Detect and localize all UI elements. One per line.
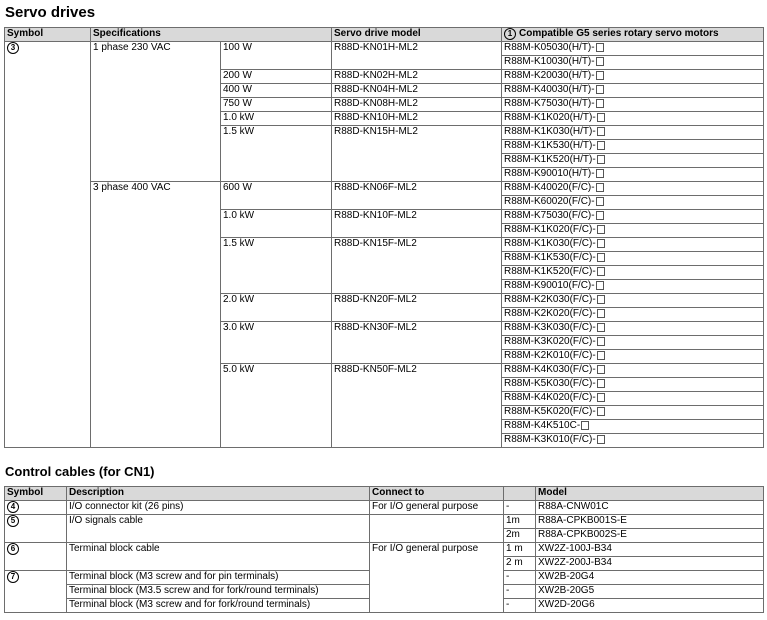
motor-model-cell bbox=[502, 350, 764, 364]
power-cell: 600 W bbox=[221, 182, 332, 210]
motor-model-text: R88M-K2K030(F/C)- bbox=[504, 294, 596, 305]
motor-model-cell bbox=[502, 224, 764, 238]
empty-box-icon bbox=[596, 183, 604, 192]
model-cell: R88A-CPKB002S-E bbox=[536, 529, 764, 543]
header-compatible-motors-label: Compatible G5 series rotary servo motors bbox=[519, 28, 719, 39]
power-cell: 200 W bbox=[221, 70, 332, 84]
empty-box-icon bbox=[596, 57, 604, 66]
motor-model-text: R88M-K60020(F/C)- bbox=[504, 196, 595, 207]
drive-model-cell: R88D-KN30F-ML2 bbox=[332, 322, 502, 364]
empty-box-icon bbox=[596, 99, 604, 108]
table-row bbox=[5, 501, 764, 515]
phase-cell: 1 phase 230 VAC bbox=[91, 42, 221, 182]
length-cell: 1 m bbox=[504, 543, 536, 557]
length-cell: 2 m bbox=[504, 557, 536, 571]
empty-box-icon bbox=[581, 421, 589, 430]
motor-model-text: R88M-K4K510C- bbox=[504, 420, 581, 431]
symbol-cell bbox=[5, 42, 91, 448]
description-cell: Terminal block (M3 screw and for pin terminals) bbox=[67, 571, 370, 585]
empty-box-icon bbox=[597, 407, 605, 416]
motor-model-cell bbox=[502, 42, 764, 56]
symbol-cell bbox=[5, 571, 67, 613]
motor-model-text: R88M-K5K020(F/C)- bbox=[504, 406, 596, 417]
empty-box-icon bbox=[597, 323, 605, 332]
control-cables-title: Control cables (for CN1) bbox=[5, 464, 155, 479]
header-symbol: Symbol bbox=[5, 28, 91, 42]
motor-model-cell bbox=[502, 378, 764, 392]
motor-model-text: R88M-K4K030(F/C)- bbox=[504, 364, 596, 375]
length-cell: 1m bbox=[504, 515, 536, 529]
empty-box-icon bbox=[597, 127, 605, 136]
motor-model-cell bbox=[502, 322, 764, 336]
empty-box-icon bbox=[596, 85, 604, 94]
model-cell: XW2B-20G4 bbox=[536, 571, 764, 585]
drive-model-cell: R88D-KN06F-ML2 bbox=[332, 182, 502, 210]
motor-model-cell bbox=[502, 294, 764, 308]
motor-model-cell bbox=[502, 112, 764, 126]
motor-model-text: R88M-K3K020(F/C)- bbox=[504, 336, 596, 347]
empty-box-icon bbox=[597, 379, 605, 388]
empty-box-icon bbox=[597, 225, 605, 234]
drive-model-cell: R88D-KN10F-ML2 bbox=[332, 210, 502, 238]
motor-model-cell bbox=[502, 364, 764, 378]
empty-box-icon bbox=[597, 295, 605, 304]
header-symbol: Symbol bbox=[5, 487, 67, 501]
empty-box-icon bbox=[597, 337, 605, 346]
drive-model-cell: R88D-KN20F-ML2 bbox=[332, 294, 502, 322]
motor-model-cell bbox=[502, 406, 764, 420]
header-compatible-motors bbox=[502, 28, 764, 42]
motor-model-cell bbox=[502, 154, 764, 168]
servo-header-row bbox=[5, 28, 764, 42]
drive-model-cell: R88D-KN50F-ML2 bbox=[332, 364, 502, 448]
circled-number-icon: 4 bbox=[7, 501, 19, 513]
motor-model-text: R88M-K05030(H/T)- bbox=[504, 42, 595, 53]
connect-to-cell bbox=[370, 515, 504, 543]
empty-box-icon bbox=[597, 393, 605, 402]
drive-model-cell: R88D-KN01H-ML2 bbox=[332, 42, 502, 70]
servo-drives-table bbox=[4, 27, 764, 448]
motor-model-cell bbox=[502, 434, 764, 448]
motor-model-cell bbox=[502, 336, 764, 350]
motor-model-text: R88M-K1K530(F/C)- bbox=[504, 252, 596, 263]
motor-model-text: R88M-K1K030(F/C)- bbox=[504, 238, 596, 249]
model-cell: XW2B-20G5 bbox=[536, 585, 764, 599]
motor-model-cell bbox=[502, 126, 764, 140]
empty-box-icon bbox=[596, 281, 604, 290]
length-cell: 2m bbox=[504, 529, 536, 543]
motor-model-text: R88M-K75030(H/T)- bbox=[504, 98, 595, 109]
circled-number-icon: 3 bbox=[7, 42, 19, 54]
drive-model-cell: R88D-KN08H-ML2 bbox=[332, 98, 502, 112]
motor-model-cell bbox=[502, 420, 764, 434]
table-row bbox=[5, 182, 764, 196]
model-cell: XW2Z-100J-B34 bbox=[536, 543, 764, 557]
description-cell: I/O signals cable bbox=[67, 515, 370, 543]
motor-model-cell bbox=[502, 266, 764, 280]
header-specifications: Specifications bbox=[91, 28, 332, 42]
empty-box-icon bbox=[596, 43, 604, 52]
motor-model-cell bbox=[502, 210, 764, 224]
description-cell: Terminal block (M3.5 screw and for fork/round terminals) bbox=[67, 585, 370, 599]
power-cell: 1.0 kW bbox=[221, 112, 332, 126]
motor-model-cell bbox=[502, 392, 764, 406]
motor-model-cell bbox=[502, 70, 764, 84]
motor-model-cell bbox=[502, 252, 764, 266]
motor-model-cell bbox=[502, 84, 764, 98]
motor-model-text: R88M-K1K020(H/T)- bbox=[504, 112, 596, 123]
motor-model-text: R88M-K2K010(F/C)- bbox=[504, 350, 596, 361]
length-cell: - bbox=[504, 599, 536, 613]
phase-cell: 3 phase 400 VAC bbox=[91, 182, 221, 448]
motor-model-cell bbox=[502, 196, 764, 210]
motor-model-text: R88M-K4K020(F/C)- bbox=[504, 392, 596, 403]
description-cell: Terminal block cable bbox=[67, 543, 370, 571]
drive-model-cell: R88D-KN04H-ML2 bbox=[332, 84, 502, 98]
motor-model-cell bbox=[502, 308, 764, 322]
header-connect-to: Connect to bbox=[370, 487, 504, 501]
servo-drives-title: Servo drives bbox=[5, 4, 96, 21]
motor-model-text: R88M-K1K520(H/T)- bbox=[504, 154, 596, 165]
motor-model-cell bbox=[502, 98, 764, 112]
motor-model-text: R88M-K20030(H/T)- bbox=[504, 70, 595, 81]
empty-box-icon bbox=[596, 211, 604, 220]
circled-number-icon: 6 bbox=[7, 543, 19, 555]
empty-box-icon bbox=[597, 435, 605, 444]
motor-model-cell bbox=[502, 280, 764, 294]
circled-number-icon: 5 bbox=[7, 515, 19, 527]
circled-number-icon: 1 bbox=[504, 28, 516, 40]
length-cell: - bbox=[504, 571, 536, 585]
control-cables-table bbox=[4, 486, 764, 613]
motor-model-text: R88M-K90010(F/C)- bbox=[504, 280, 595, 291]
length-cell: - bbox=[504, 585, 536, 599]
connect-to-cell: For I/O general purpose bbox=[370, 501, 504, 515]
circled-number-icon: 7 bbox=[7, 571, 19, 583]
motor-model-text: R88M-K1K030(H/T)- bbox=[504, 126, 596, 137]
description-cell: Terminal block (M3 screw and for fork/round terminals) bbox=[67, 599, 370, 613]
empty-box-icon bbox=[597, 351, 605, 360]
header-model: Model bbox=[536, 487, 764, 501]
header-description: Description bbox=[67, 487, 370, 501]
drive-model-cell: R88D-KN10H-ML2 bbox=[332, 112, 502, 126]
empty-box-icon bbox=[597, 239, 605, 248]
empty-box-icon bbox=[597, 141, 605, 150]
empty-box-icon bbox=[597, 155, 605, 164]
description-cell: I/O connector kit (26 pins) bbox=[67, 501, 370, 515]
motor-model-text: R88M-K10030(H/T)- bbox=[504, 56, 595, 67]
motor-model-text: R88M-K3K030(F/C)- bbox=[504, 322, 596, 333]
model-cell: XW2D-20G6 bbox=[536, 599, 764, 613]
table-row bbox=[5, 42, 764, 56]
empty-box-icon bbox=[597, 267, 605, 276]
empty-box-icon bbox=[597, 113, 605, 122]
motor-model-text: R88M-K2K020(F/C)- bbox=[504, 308, 596, 319]
empty-box-icon bbox=[597, 309, 605, 318]
symbol-cell bbox=[5, 543, 67, 571]
power-cell: 750 W bbox=[221, 98, 332, 112]
model-cell: XW2Z-200J-B34 bbox=[536, 557, 764, 571]
motor-model-cell bbox=[502, 182, 764, 196]
length-cell: - bbox=[504, 501, 536, 515]
drive-model-cell: R88D-KN15F-ML2 bbox=[332, 238, 502, 294]
cables-header-row bbox=[5, 487, 764, 501]
table-row bbox=[5, 543, 764, 557]
motor-model-cell bbox=[502, 140, 764, 154]
symbol-cell bbox=[5, 501, 67, 515]
power-cell: 400 W bbox=[221, 84, 332, 98]
power-cell: 5.0 kW bbox=[221, 364, 332, 448]
empty-box-icon bbox=[596, 169, 604, 178]
empty-box-icon bbox=[597, 253, 605, 262]
power-cell: 1.5 kW bbox=[221, 126, 332, 182]
motor-model-text: R88M-K1K520(F/C)- bbox=[504, 266, 596, 277]
motor-model-text: R88M-K90010(H/T)- bbox=[504, 168, 595, 179]
motor-model-cell bbox=[502, 168, 764, 182]
power-cell: 1.0 kW bbox=[221, 210, 332, 238]
model-cell: R88A-CPKB001S-E bbox=[536, 515, 764, 529]
motor-model-text: R88M-K5K030(F/C)- bbox=[504, 378, 596, 389]
connect-to-cell: For I/O general purpose bbox=[370, 543, 504, 613]
model-cell: R88A-CNW01C bbox=[536, 501, 764, 515]
header-servo-drive-model: Servo drive model bbox=[332, 28, 502, 42]
empty-box-icon bbox=[596, 71, 604, 80]
motor-model-text: R88M-K75030(F/C)- bbox=[504, 210, 595, 221]
motor-model-text: R88M-K1K020(F/C)- bbox=[504, 224, 596, 235]
motor-model-text: R88M-K3K010(F/C)- bbox=[504, 434, 596, 445]
drive-model-cell: R88D-KN02H-ML2 bbox=[332, 70, 502, 84]
motor-model-text: R88M-K40030(H/T)- bbox=[504, 84, 595, 95]
drive-model-cell: R88D-KN15H-ML2 bbox=[332, 126, 502, 182]
motor-model-cell bbox=[502, 238, 764, 252]
empty-box-icon bbox=[597, 365, 605, 374]
power-cell: 1.5 kW bbox=[221, 238, 332, 294]
header-length bbox=[504, 487, 536, 501]
table-row bbox=[5, 515, 764, 529]
power-cell: 100 W bbox=[221, 42, 332, 70]
motor-model-cell bbox=[502, 56, 764, 70]
motor-model-text: R88M-K1K530(H/T)- bbox=[504, 140, 596, 151]
empty-box-icon bbox=[596, 197, 604, 206]
power-cell: 2.0 kW bbox=[221, 294, 332, 322]
motor-model-text: R88M-K40020(F/C)- bbox=[504, 182, 595, 193]
power-cell: 3.0 kW bbox=[221, 322, 332, 364]
symbol-cell bbox=[5, 515, 67, 543]
